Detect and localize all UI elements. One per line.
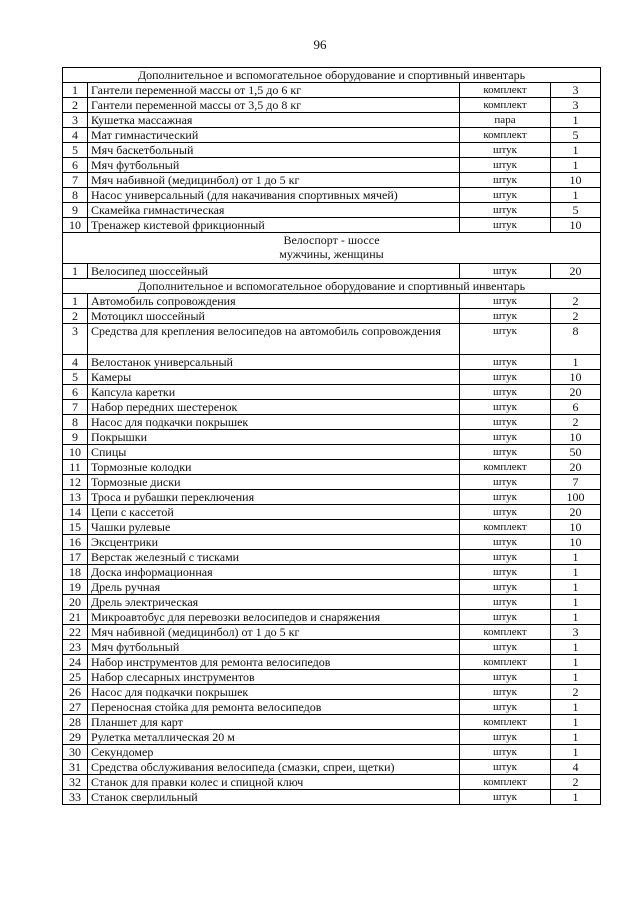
item-quantity: 7 bbox=[551, 475, 601, 490]
section-title: Дополнительное и вспомогательное оборудование и спортивный инвентарь bbox=[63, 279, 601, 294]
item-name: Насос для подкачки покрышек bbox=[88, 685, 460, 700]
item-quantity: 8 bbox=[551, 324, 601, 355]
item-unit: штук bbox=[460, 309, 551, 324]
row-number: 12 bbox=[63, 475, 88, 490]
row-number: 28 bbox=[63, 715, 88, 730]
item-unit: штук bbox=[460, 143, 551, 158]
item-quantity: 1 bbox=[551, 715, 601, 730]
row-number: 11 bbox=[63, 460, 88, 475]
table-row bbox=[63, 610, 601, 625]
item-name: Тормозные диски bbox=[88, 475, 460, 490]
row-number: 6 bbox=[63, 385, 88, 400]
table-row bbox=[63, 715, 601, 730]
item-unit: штук bbox=[460, 385, 551, 400]
row-number: 1 bbox=[63, 294, 88, 309]
sport-title-line2: мужчины, женщины bbox=[279, 247, 384, 261]
item-name: Мяч баскетбольный bbox=[88, 143, 460, 158]
item-unit: штук bbox=[460, 580, 551, 595]
table-row bbox=[63, 370, 601, 385]
table-row bbox=[63, 355, 601, 370]
table-row bbox=[63, 625, 601, 640]
item-unit: комплект bbox=[460, 98, 551, 113]
item-quantity: 1 bbox=[551, 565, 601, 580]
item-name: Велосипед шоссейный bbox=[88, 264, 460, 279]
item-name: Набор слесарных инструментов bbox=[88, 670, 460, 685]
table-row bbox=[63, 98, 601, 113]
row-number: 2 bbox=[63, 98, 88, 113]
item-unit: комплект bbox=[460, 715, 551, 730]
table-row bbox=[63, 158, 601, 173]
item-name: Гантели переменной массы от 3,5 до 8 кг bbox=[88, 98, 460, 113]
item-quantity: 6 bbox=[551, 400, 601, 415]
item-quantity: 1 bbox=[551, 700, 601, 715]
item-quantity: 10 bbox=[551, 370, 601, 385]
item-name: Средства для крепления велосипедов на автомобиль сопровождения bbox=[88, 324, 460, 355]
item-unit: штук bbox=[460, 475, 551, 490]
item-quantity: 10 bbox=[551, 535, 601, 550]
item-quantity: 5 bbox=[551, 128, 601, 143]
table-row bbox=[63, 490, 601, 505]
item-name: Чашки рулевые bbox=[88, 520, 460, 535]
row-number: 25 bbox=[63, 670, 88, 685]
item-unit: штук bbox=[460, 324, 551, 355]
item-quantity: 1 bbox=[551, 670, 601, 685]
item-name: Цепи с кассетой bbox=[88, 505, 460, 520]
item-unit: штук bbox=[460, 505, 551, 520]
row-number: 15 bbox=[63, 520, 88, 535]
item-quantity: 5 bbox=[551, 203, 601, 218]
item-unit: штук bbox=[460, 685, 551, 700]
row-number: 1 bbox=[63, 83, 88, 98]
item-unit: штук bbox=[460, 745, 551, 760]
row-number: 4 bbox=[63, 128, 88, 143]
item-name: Мяч футбольный bbox=[88, 158, 460, 173]
item-name: Тормозные колодки bbox=[88, 460, 460, 475]
item-unit: штук bbox=[460, 640, 551, 655]
row-number: 6 bbox=[63, 158, 88, 173]
item-unit: штук bbox=[460, 790, 551, 805]
item-quantity: 1 bbox=[551, 790, 601, 805]
item-unit: комплект bbox=[460, 460, 551, 475]
item-quantity: 2 bbox=[551, 415, 601, 430]
table-row bbox=[63, 143, 601, 158]
item-quantity: 100 bbox=[551, 490, 601, 505]
equipment-table-body bbox=[63, 68, 601, 805]
item-quantity: 1 bbox=[551, 355, 601, 370]
row-number: 27 bbox=[63, 700, 88, 715]
item-quantity: 2 bbox=[551, 775, 601, 790]
item-unit: штук bbox=[460, 218, 551, 233]
item-name: Капсула каретки bbox=[88, 385, 460, 400]
row-number: 7 bbox=[63, 400, 88, 415]
table-row bbox=[63, 760, 601, 775]
item-quantity: 3 bbox=[551, 83, 601, 98]
item-unit: штук bbox=[460, 158, 551, 173]
item-unit: комплект bbox=[460, 83, 551, 98]
item-quantity: 10 bbox=[551, 520, 601, 535]
table-row bbox=[63, 445, 601, 460]
item-name: Мяч набивной (медицинбол) от 1 до 5 кг bbox=[88, 173, 460, 188]
item-name: Набор передних шестеренок bbox=[88, 400, 460, 415]
section-title: Дополнительное и вспомогательное оборудование и спортивный инвентарь bbox=[63, 68, 601, 83]
table-row bbox=[63, 128, 601, 143]
item-unit: штук bbox=[460, 173, 551, 188]
item-unit: штук bbox=[460, 355, 551, 370]
table-row bbox=[63, 324, 601, 355]
table-row bbox=[63, 430, 601, 445]
item-name: Рулетка металлическая 20 м bbox=[88, 730, 460, 745]
item-quantity: 2 bbox=[551, 309, 601, 324]
item-unit: штук bbox=[460, 670, 551, 685]
item-name: Гантели переменной массы от 1,5 до 6 кг bbox=[88, 83, 460, 98]
item-quantity: 1 bbox=[551, 640, 601, 655]
sport-header-row bbox=[63, 233, 601, 264]
item-name: Мяч футбольный bbox=[88, 640, 460, 655]
row-number: 2 bbox=[63, 309, 88, 324]
row-number: 29 bbox=[63, 730, 88, 745]
item-name: Мяч набивной (медицинбол) от 1 до 5 кг bbox=[88, 625, 460, 640]
table-row bbox=[63, 535, 601, 550]
item-unit: штук bbox=[460, 595, 551, 610]
item-name: Мат гимнастический bbox=[88, 128, 460, 143]
table-row bbox=[63, 218, 601, 233]
row-number: 20 bbox=[63, 595, 88, 610]
table-row bbox=[63, 730, 601, 745]
table-row bbox=[63, 670, 601, 685]
item-quantity: 1 bbox=[551, 610, 601, 625]
table-row bbox=[63, 83, 601, 98]
table-row bbox=[63, 309, 601, 324]
item-name: Дрель электрическая bbox=[88, 595, 460, 610]
section-header-row bbox=[63, 279, 601, 294]
item-unit: комплект bbox=[460, 775, 551, 790]
table-row bbox=[63, 790, 601, 805]
item-name: Насос универсальный (для накачивания спортивных мячей) bbox=[88, 188, 460, 203]
row-number: 3 bbox=[63, 324, 88, 355]
table-row bbox=[63, 203, 601, 218]
row-number: 32 bbox=[63, 775, 88, 790]
row-number: 10 bbox=[63, 445, 88, 460]
row-number: 19 bbox=[63, 580, 88, 595]
item-name: Верстак железный с тисками bbox=[88, 550, 460, 565]
row-number: 4 bbox=[63, 355, 88, 370]
equipment-table bbox=[62, 67, 601, 805]
table-row bbox=[63, 595, 601, 610]
table-row bbox=[63, 264, 601, 279]
row-number: 33 bbox=[63, 790, 88, 805]
row-number: 23 bbox=[63, 640, 88, 655]
section-header-row bbox=[63, 68, 601, 83]
item-name: Набор инструментов для ремонта велосипедов bbox=[88, 655, 460, 670]
item-unit: штук bbox=[460, 565, 551, 580]
item-name: Автомобиль сопровождения bbox=[88, 294, 460, 309]
table-row bbox=[63, 565, 601, 580]
table-row bbox=[63, 655, 601, 670]
row-number: 16 bbox=[63, 535, 88, 550]
row-number: 8 bbox=[63, 188, 88, 203]
table-row bbox=[63, 460, 601, 475]
item-unit: штук bbox=[460, 294, 551, 309]
sport-title-line1: Велоспорт - шоссе bbox=[283, 233, 380, 247]
item-unit: штук bbox=[460, 264, 551, 279]
item-name: Покрышки bbox=[88, 430, 460, 445]
row-number: 18 bbox=[63, 565, 88, 580]
table-row bbox=[63, 775, 601, 790]
item-unit: штук bbox=[460, 760, 551, 775]
table-row bbox=[63, 173, 601, 188]
item-unit: штук bbox=[460, 490, 551, 505]
item-name: Микроавтобус для перевозки велосипедов и снаряжения bbox=[88, 610, 460, 625]
table-row bbox=[63, 385, 601, 400]
table-row bbox=[63, 745, 601, 760]
table-row bbox=[63, 400, 601, 415]
item-unit: штук bbox=[460, 730, 551, 745]
item-unit: комплект bbox=[460, 128, 551, 143]
row-number: 10 bbox=[63, 218, 88, 233]
item-unit: штук bbox=[460, 370, 551, 385]
item-name: Троса и рубашки переключения bbox=[88, 490, 460, 505]
item-quantity: 20 bbox=[551, 264, 601, 279]
item-name: Станок для правки колес и спицной ключ bbox=[88, 775, 460, 790]
table-row bbox=[63, 685, 601, 700]
item-name: Скамейка гимнастическая bbox=[88, 203, 460, 218]
item-unit: штук bbox=[460, 550, 551, 565]
item-name: Переносная стойка для ремонта велосипедов bbox=[88, 700, 460, 715]
row-number: 7 bbox=[63, 173, 88, 188]
row-number: 3 bbox=[63, 113, 88, 128]
item-quantity: 10 bbox=[551, 218, 601, 233]
item-unit: штук bbox=[460, 700, 551, 715]
item-quantity: 4 bbox=[551, 760, 601, 775]
item-unit: штук bbox=[460, 445, 551, 460]
item-quantity: 1 bbox=[551, 580, 601, 595]
item-quantity: 3 bbox=[551, 98, 601, 113]
row-number: 31 bbox=[63, 760, 88, 775]
table-row bbox=[63, 188, 601, 203]
item-quantity: 1 bbox=[551, 550, 601, 565]
item-quantity: 20 bbox=[551, 385, 601, 400]
table-row bbox=[63, 294, 601, 309]
table-row bbox=[63, 113, 601, 128]
item-name: Средства обслуживания велосипеда (смазки, спреи, щетки) bbox=[88, 760, 460, 775]
row-number: 5 bbox=[63, 143, 88, 158]
item-quantity: 20 bbox=[551, 460, 601, 475]
item-unit: штук bbox=[460, 415, 551, 430]
table-row bbox=[63, 415, 601, 430]
row-number: 1 bbox=[63, 264, 88, 279]
row-number: 26 bbox=[63, 685, 88, 700]
item-unit: штук bbox=[460, 430, 551, 445]
item-quantity: 3 bbox=[551, 625, 601, 640]
table-row bbox=[63, 580, 601, 595]
sport-title bbox=[63, 233, 601, 264]
item-name: Насос для подкачки покрышек bbox=[88, 415, 460, 430]
item-quantity: 10 bbox=[551, 430, 601, 445]
item-quantity: 1 bbox=[551, 143, 601, 158]
item-name: Тренажер кистевой фрикционный bbox=[88, 218, 460, 233]
row-number: 30 bbox=[63, 745, 88, 760]
row-number: 14 bbox=[63, 505, 88, 520]
item-name: Дрель ручная bbox=[88, 580, 460, 595]
item-quantity: 1 bbox=[551, 158, 601, 173]
table-row bbox=[63, 700, 601, 715]
item-name: Планшет для карт bbox=[88, 715, 460, 730]
item-unit: штук bbox=[460, 610, 551, 625]
item-name: Станок сверлильный bbox=[88, 790, 460, 805]
item-name: Эксцентрики bbox=[88, 535, 460, 550]
table-row bbox=[63, 550, 601, 565]
table-row bbox=[63, 520, 601, 535]
page-number: 96 bbox=[313, 37, 327, 52]
item-unit: комплект bbox=[460, 625, 551, 640]
item-quantity: 2 bbox=[551, 294, 601, 309]
item-name: Спицы bbox=[88, 445, 460, 460]
item-name: Секундомер bbox=[88, 745, 460, 760]
item-name: Велостанок универсальный bbox=[88, 355, 460, 370]
row-number: 8 bbox=[63, 415, 88, 430]
item-unit: комплект bbox=[460, 520, 551, 535]
item-quantity: 2 bbox=[551, 685, 601, 700]
row-number: 17 bbox=[63, 550, 88, 565]
item-name: Кушетка массажная bbox=[88, 113, 460, 128]
table-row bbox=[63, 505, 601, 520]
item-quantity: 20 bbox=[551, 505, 601, 520]
item-quantity: 10 bbox=[551, 173, 601, 188]
item-quantity: 1 bbox=[551, 188, 601, 203]
item-quantity: 1 bbox=[551, 730, 601, 745]
row-number: 13 bbox=[63, 490, 88, 505]
item-quantity: 1 bbox=[551, 595, 601, 610]
row-number: 5 bbox=[63, 370, 88, 385]
row-number: 9 bbox=[63, 430, 88, 445]
item-unit: штук bbox=[460, 188, 551, 203]
item-unit: комплект bbox=[460, 655, 551, 670]
item-unit: пара bbox=[460, 113, 551, 128]
item-unit: штук bbox=[460, 535, 551, 550]
row-number: 21 bbox=[63, 610, 88, 625]
item-quantity: 1 bbox=[551, 655, 601, 670]
item-quantity: 50 bbox=[551, 445, 601, 460]
row-number: 24 bbox=[63, 655, 88, 670]
row-number: 9 bbox=[63, 203, 88, 218]
row-number: 22 bbox=[63, 625, 88, 640]
item-unit: штук bbox=[460, 400, 551, 415]
item-name: Мотоцикл шоссейный bbox=[88, 309, 460, 324]
item-quantity: 1 bbox=[551, 745, 601, 760]
item-quantity: 1 bbox=[551, 113, 601, 128]
item-unit: штук bbox=[460, 203, 551, 218]
item-name: Камеры bbox=[88, 370, 460, 385]
item-name: Доска информационная bbox=[88, 565, 460, 580]
table-row bbox=[63, 640, 601, 655]
table-row bbox=[63, 475, 601, 490]
